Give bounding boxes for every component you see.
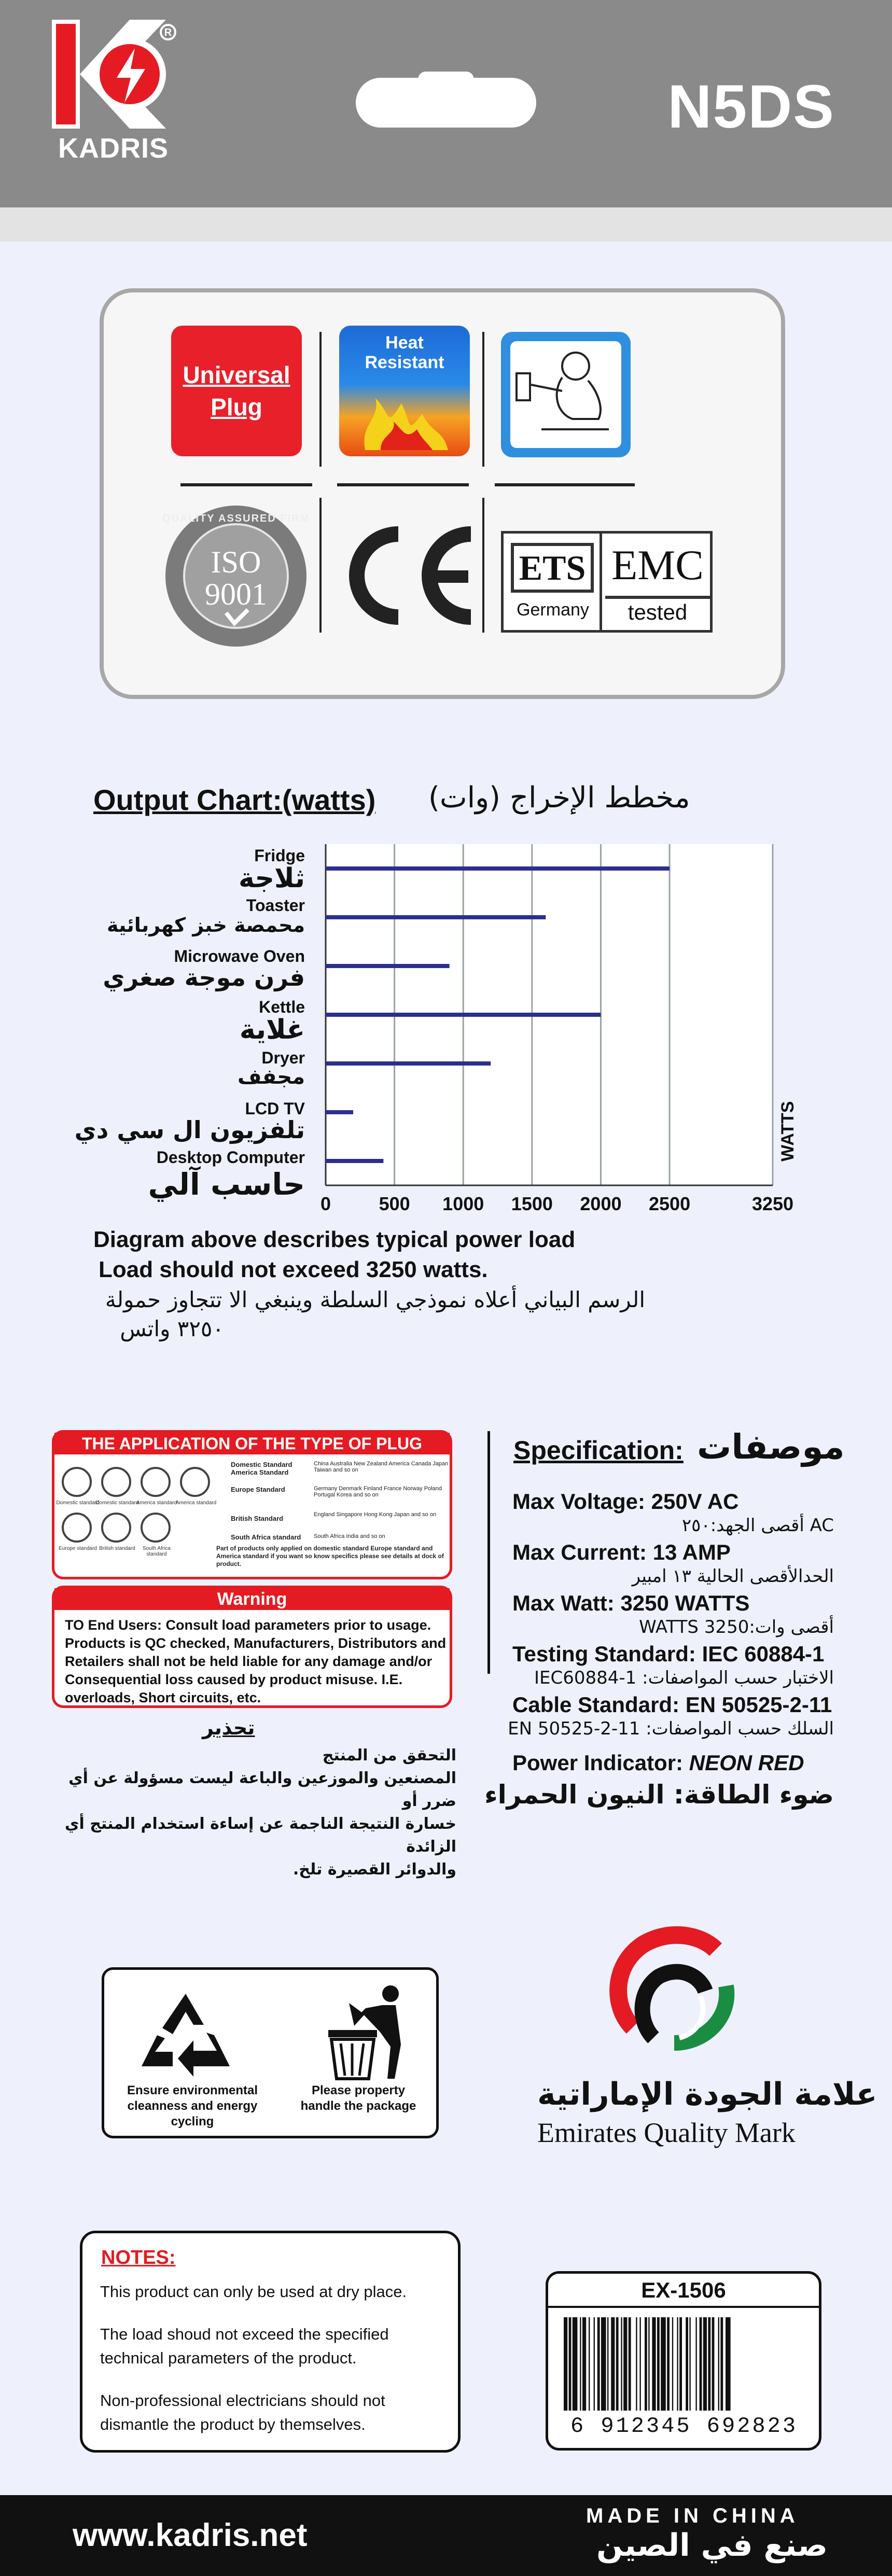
chart-tick-label: 1000 <box>442 1193 484 1214</box>
plug-standard: South Africa standard <box>231 1533 301 1541</box>
barcode-bar <box>573 2317 578 2411</box>
plug-application-note: Part of products only applied on domestic standard Europe standard and America standard if you want so know specifics please see details at dock of product. <box>216 1545 444 1567</box>
spec-cable-standard-ar: EN 50525-2-11 :السلك حسب المواصفات <box>508 1718 834 1739</box>
ets-country: Germany <box>517 600 589 620</box>
plug-socket-icon <box>101 1467 131 1497</box>
recycle-caption <box>104 2083 281 2130</box>
chart-tick-label: 2500 <box>649 1193 691 1214</box>
heat-resistant-line2: Resistant <box>365 353 444 372</box>
warning-text-ar-line: المصنعين والموزعين والباعة ليست مسؤولة عن أي ضرر أو <box>68 1769 456 1810</box>
barcode-bar <box>601 2317 606 2411</box>
barcode-bar <box>594 2317 595 2411</box>
barcode-bar <box>648 2317 649 2411</box>
chart-desc-line1: Diagram above describes typical power load <box>93 1227 576 1252</box>
notes-title: NOTES: <box>101 2247 176 2269</box>
barcode-bar <box>607 2317 608 2411</box>
notes-box <box>80 2231 461 2453</box>
plug-countries: China Australia New Zealand America Canada Japan Taiwan and so on <box>314 1461 449 1473</box>
chart-bar <box>326 1013 601 1017</box>
warning-text: TO End Users: Consult load parameters prior to usage. Products is QC checked, Manufacturers, Distributors and Retailers shall not be held liable for any damage and/or Consequential loss caused by product misuse. I.E. overloads, Short circuits, etc. <box>65 1617 447 1705</box>
section-divider <box>487 1431 490 1674</box>
model-number: N5DS <box>667 73 835 141</box>
category-label-ar: تلفزيون ال سي دي <box>74 1116 305 1144</box>
spec-max-voltage-ar: أقصى الجهد:٢٥٠ AC <box>681 1515 834 1536</box>
chart-title: Output Chart:(watts) <box>93 783 376 816</box>
product-code: EX-1506 <box>641 2278 726 2302</box>
barcode-bar <box>667 2317 670 2411</box>
spec-cable-standard: Cable Standard: EN 50525-2-11 <box>512 1692 832 1717</box>
spec-power-indicator-ar: ضوء الطاقة: النيون الحمراء <box>484 1780 834 1810</box>
barcode-icon <box>564 2317 804 2411</box>
category-label-ar: ثلاجة <box>238 863 305 894</box>
barcode-box <box>546 2271 821 2451</box>
chart-tick-label: 0 <box>320 1193 331 1214</box>
chart-bar <box>326 1061 491 1066</box>
barcode-bar <box>611 2317 615 2411</box>
emc-label: EMC <box>611 541 704 589</box>
plug-countries: England Singapore Hong Kong Japan and so on <box>314 1511 437 1518</box>
flame-icon <box>355 383 454 450</box>
heat-resistant-line1: Heat <box>385 333 424 353</box>
child-safety-badge <box>501 332 631 457</box>
spec-power-indicator <box>512 1751 804 1775</box>
plug-standard: Europe Standard <box>231 1486 285 1493</box>
warning-text-ar <box>52 1744 456 1881</box>
chart-desc-ar-line1: الرسم البياني أعلاه نموذجي السلطة وينبغي الا تتجاوز حمولة <box>105 1287 645 1312</box>
barcode-bar <box>645 2317 647 2411</box>
trash-bin-icon <box>318 1982 411 2081</box>
cert-divider <box>319 498 322 633</box>
emirates-mark-en: Emirates Quality Mark <box>537 2117 796 2148</box>
barcode-bar <box>689 2317 690 2411</box>
chart-unit-label: WATTS <box>778 1101 798 1161</box>
recycle-icon <box>136 1989 235 2077</box>
spec-testing-standard: Testing Standard: IEC 60884-1 <box>512 1642 825 1666</box>
chart-title-ar: مخطط الإخراج (وات) <box>428 781 690 815</box>
notes-item: Non-professional electricians should not dismantle the product by themselves. <box>100 2391 385 2433</box>
barcode-bar <box>700 2317 702 2411</box>
plug-caption: Domestic standard <box>56 1500 100 1506</box>
cert-divider <box>180 483 312 486</box>
barcode-bar <box>629 2317 631 2411</box>
barcode-bar <box>597 2317 600 2411</box>
cert-divider <box>337 483 469 486</box>
spec-max-voltage: Max Voltage: 250V AC <box>512 1489 739 1514</box>
spec-max-current-ar: الحدالأقصى الحالية ١٣ امبير <box>632 1566 834 1587</box>
plug-countries: South Africa India and so on <box>314 1533 385 1539</box>
heat-resistant-badge <box>339 326 470 456</box>
warning-title-ar: تحذير <box>202 1716 255 1739</box>
ets-emc-badge <box>501 531 713 633</box>
category-label-en: Toaster <box>246 896 305 915</box>
warning-title: Warning <box>54 1588 450 1610</box>
spec-max-watt-ar: WATTS 3250:أقصى وات <box>639 1617 834 1637</box>
category-label-ar: محمصة خبز كهربائية <box>106 914 305 936</box>
svg-text:R: R <box>164 27 172 38</box>
iso-9001-seal <box>164 504 308 648</box>
spec-max-current: Max Current: 13 AMP <box>512 1540 731 1564</box>
chart-tick-label: 1500 <box>511 1193 553 1214</box>
category-label-en: Microwave Oven <box>174 947 305 965</box>
footer-band <box>0 2495 892 2576</box>
barcode-bar <box>686 2317 688 2411</box>
category-label-en: Dryer <box>261 1048 305 1067</box>
chart-bar <box>326 1159 383 1163</box>
plug-socket-icon <box>141 1513 171 1543</box>
chart-desc-line2: Load should not exceed 3250 watts. <box>99 1257 488 1282</box>
plug-caption: America standard <box>175 1500 217 1506</box>
chart-bar <box>326 964 450 968</box>
plug-caption: South Africa standard <box>143 1546 171 1557</box>
spec-title-ar: موصفات <box>697 1427 845 1467</box>
barcode-bar <box>712 2317 715 2411</box>
barcode-bar <box>616 2317 619 2411</box>
plug-socket-icon <box>180 1467 210 1497</box>
hanger-slot <box>356 78 536 128</box>
spec-testing-standard-ar: IEC60884-1 :الاختبار حسب المواصفات <box>534 1668 834 1688</box>
category-label-ar: غلاية <box>239 1014 305 1045</box>
barcode-digits: 6 912345 692823 <box>570 2414 798 2439</box>
barcode-bar <box>703 2317 707 2411</box>
made-in-label-ar: صنع في الصين <box>596 2527 828 2564</box>
barcode-bar <box>564 2317 567 2411</box>
barcode-bar <box>695 2317 696 2411</box>
ce-mark-icon <box>336 519 481 633</box>
barcode-bar <box>726 2317 731 2411</box>
barcode-bar <box>582 2317 586 2411</box>
trash-caption <box>281 2083 436 2114</box>
barcode-bar <box>708 2317 710 2411</box>
output-chart <box>290 840 794 1224</box>
iso-code: 9001 <box>205 577 267 611</box>
plug-socket-icon <box>62 1467 92 1497</box>
category-label-en: Fridge <box>254 846 305 865</box>
category-label-en: Kettle <box>259 998 305 1016</box>
barcode-bar <box>636 2317 637 2411</box>
spec-indicator-value: NEON RED <box>689 1751 804 1775</box>
cert-divider <box>482 498 484 633</box>
barcode-bar <box>679 2317 682 2411</box>
barcode-bar <box>639 2317 640 2411</box>
plug-countries: Germany Denmark Finland France Norway Poland Portugal Korea and so on <box>314 1486 442 1498</box>
emirates-quality-mark-icon <box>602 1919 747 2064</box>
trash-caption-line1: Please property <box>311 2083 406 2097</box>
plug-caption: British standard <box>99 1546 135 1551</box>
category-label-en: Desktop Computer <box>156 1148 305 1167</box>
brand-name: KADRIS <box>58 133 169 164</box>
category-label-en: LCD TV <box>245 1099 305 1118</box>
plug-socket-icon <box>62 1513 92 1543</box>
warning-box <box>52 1586 452 1708</box>
universal-plug-line1: Universal <box>183 361 290 388</box>
barcode-bar <box>623 2317 627 2411</box>
category-label-ar: فرن موجة صغري <box>103 963 305 991</box>
chart-desc-ar-line2: ٣٢٥٠ واتس <box>120 1316 224 1341</box>
child-socket-icon <box>510 341 621 448</box>
category-label-ar: حاسب آلي <box>148 1167 305 1202</box>
plug-standard: British Standard <box>231 1515 284 1522</box>
ets-mark: ETS <box>511 543 594 593</box>
emirates-mark-ar: علامة الجودة الإماراتية <box>537 2076 877 2112</box>
cert-divider <box>495 483 635 486</box>
category-label-ar: مجفف <box>237 1065 305 1089</box>
plug-socket-icon <box>141 1467 171 1497</box>
plug-standard: Domestic Standard America Standard <box>231 1461 292 1476</box>
chart-bar <box>326 915 546 919</box>
barcode-bar <box>677 2317 678 2411</box>
barcode-bar <box>621 2317 622 2411</box>
spec-max-watt: Max Watt: 3250 WATTS <box>512 1591 750 1615</box>
barcode-bar <box>657 2317 660 2411</box>
plug-socket-icon <box>101 1513 131 1543</box>
barcode-bar <box>589 2317 590 2411</box>
iso-label: ISO <box>211 545 261 579</box>
warning-text-ar-line: خسارة النتيجة الناجمة عن إساءة استخدام المنتج أي الزائدة <box>65 1815 456 1856</box>
spec-title: Specification: <box>513 1436 684 1465</box>
notes-item: This product can only be used at dry place. <box>100 2283 407 2301</box>
emc-tested: tested <box>628 600 688 624</box>
barcode-bar <box>569 2317 572 2411</box>
cert-divider <box>319 332 322 467</box>
universal-plug-badge <box>171 326 302 456</box>
barcode-bar <box>661 2317 666 2411</box>
barcode-bar <box>672 2317 673 2411</box>
warning-text-ar-line: التحقق من المنتج <box>322 1746 456 1765</box>
cert-divider <box>482 332 484 467</box>
website-link[interactable]: www.kadris.net <box>73 2517 308 2553</box>
chart-tick-label: 2000 <box>580 1193 622 1214</box>
recycle-caption-line2: cleanness and energy cycling <box>127 2099 258 2129</box>
chart-tick-label: 500 <box>379 1193 410 1214</box>
plug-caption: Domestic standard <box>95 1500 139 1506</box>
universal-plug-line2: Plug <box>211 394 262 421</box>
spec-indicator-label: Power Indicator: <box>512 1751 684 1775</box>
chart-bar <box>326 866 670 871</box>
notes-item: The load shoud not exceed the specified technical parameters of the product. <box>100 2325 389 2367</box>
iso-ring-text: QUALITY ASSURED FIRM <box>162 513 310 524</box>
plug-application-title: THE APPLICATION OF THE TYPE OF PLUG <box>54 1433 450 1454</box>
plug-caption: America standard <box>136 1500 177 1506</box>
made-in-label: MADE IN CHINA <box>586 2504 799 2527</box>
header-band <box>0 0 892 207</box>
plug-caption: Europe standard <box>59 1546 97 1551</box>
chart-bar <box>326 1110 353 1114</box>
barcode-bar <box>720 2317 723 2411</box>
barcode-bar <box>718 2317 719 2411</box>
warning-text-ar-line: والدوائر القصيرة تلخ. <box>292 1860 456 1879</box>
trash-caption-line2: handle the package <box>300 2099 416 2113</box>
barcode-bar <box>580 2317 581 2411</box>
plug-application-box <box>52 1430 452 1579</box>
chart-tick-label: 3250 <box>751 1193 794 1214</box>
barcode-bar <box>652 2317 656 2411</box>
recycle-caption-line1: Ensure environmental <box>127 2083 258 2097</box>
header-stripe <box>0 207 892 242</box>
environment-box <box>102 1967 439 2138</box>
